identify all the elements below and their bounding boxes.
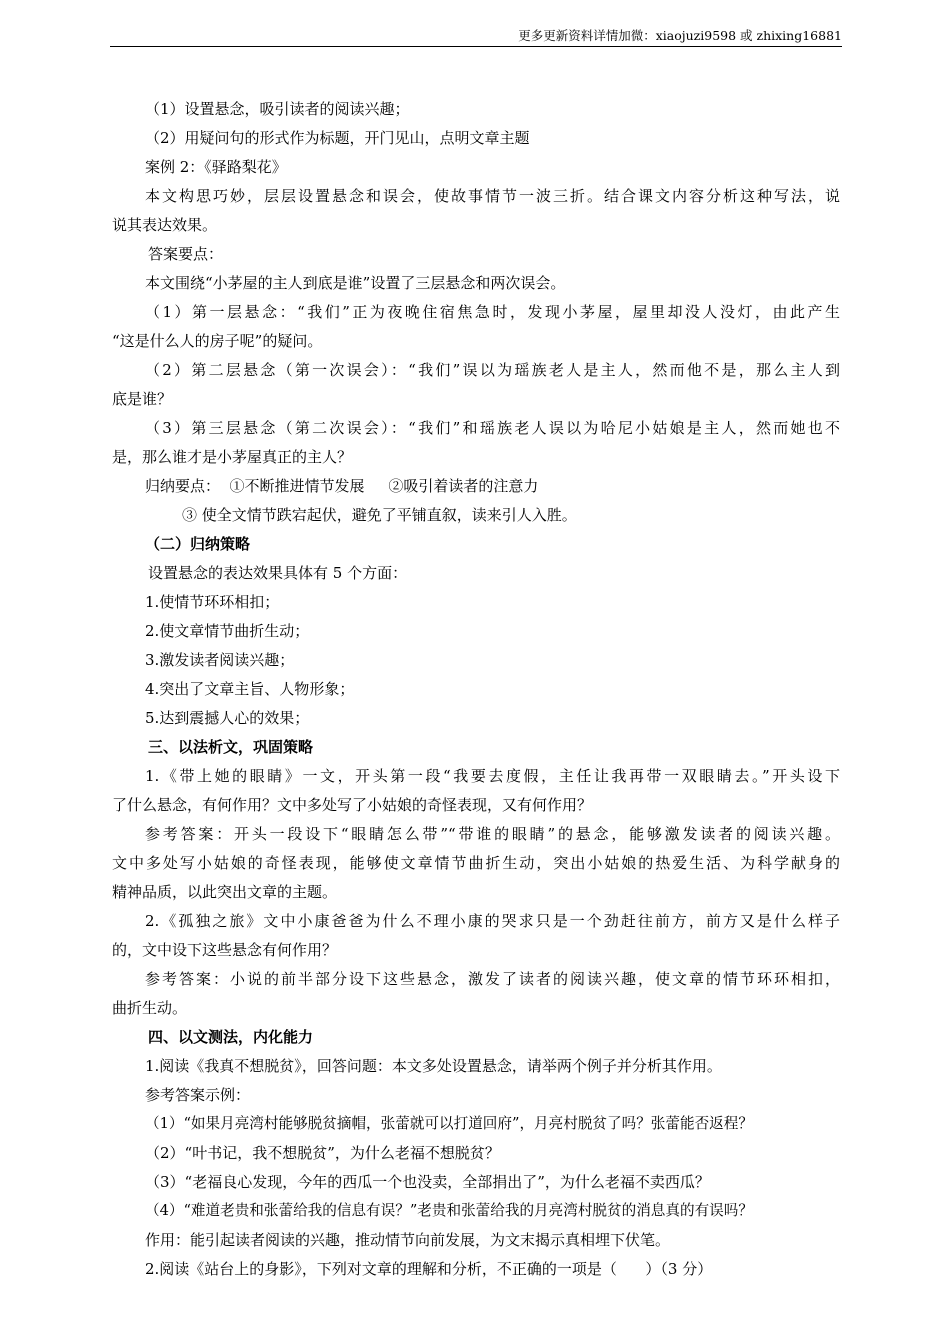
list-item: 2.使文章情节曲折生动； (145, 622, 310, 640)
text-line: （1）第一层悬念：“我们”正为夜晚住宿焦急时，发现小茅屋，屋里却没人没灯，由此产生 (145, 303, 840, 321)
text-line: 设置悬念的表达效果具体有 5 个方面： (148, 564, 408, 582)
text-line: 文中多处写小姑娘的奇怪表现，能够使文章情节曲折生动，突出小姑娘的热爱生活、为科学献身的 (112, 854, 840, 872)
list-item: 1.使情节环环相扣； (145, 593, 280, 611)
text-line: 说其表达效果。 (112, 216, 218, 234)
list-item: 3.激发读者阅读兴趣； (145, 651, 295, 669)
header-contact-text: 更多更新资料详情加微：xiaojuzi9598 或 zhixing16881 (518, 28, 842, 43)
text-line: 是，那么谁才是小茅屋真正的主人？ (112, 448, 353, 466)
list-item: 4.突出了文章主旨、人物形象； (145, 680, 355, 698)
section-heading: 三、以法析文，巩固策略 (148, 738, 314, 756)
text-line: 曲折生动。 (112, 999, 188, 1017)
text-line: 参考答案：小说的前半部分设下这些悬念，激发了读者的阅读兴趣，使文章的情节环环相扣， (145, 970, 840, 988)
text-line: （3）“老福良心发现，今年的西瓜一个也没卖，全部捐出了”，为什么老福不卖西瓜？ (145, 1173, 710, 1191)
text-line: （2）用疑问句的形式作为标题，开门见山，点明文章主题 (145, 129, 530, 147)
text-line: 1.阅读《我真不想脱贫》，回答问题：本文多处设置悬念，请举两个例子并分析其作用。 (145, 1057, 722, 1075)
text-line: “这是什么人的房子呢”的疑问。 (112, 332, 323, 350)
text-line: 底是谁？ (112, 390, 173, 408)
text-line: （2）“叶书记，我不想脱贫”，为什么老福不想脱贫？ (145, 1144, 500, 1162)
text-line: 本文围绕“小茅屋的主人到底是谁”设置了三层悬念和两次误会。 (145, 274, 566, 292)
text-line: 2.阅读《站台上的身影》，下列对文章的理解和分析，不正确的一项是（ ）（3 分） (145, 1260, 713, 1278)
text-line: 本文构思巧妙，层层设置悬念和误会，使故事情节一波三折。结合课文内容分析这种写法，说 (145, 187, 840, 205)
text-line: ③ 使全文情节跌宕起伏，避免了平铺直叙，读来引人入胜。 (182, 506, 577, 524)
text-line: 参考答案示例： (145, 1086, 251, 1104)
text-line: 案例 2：《驿路梨花》 (145, 158, 287, 176)
text-line: 2.《孤独之旅》文中小康爸爸为什么不理小康的哭求只是一个劲赶往前方，前方又是什么样子 (145, 912, 840, 930)
text-line: 答案要点： (148, 245, 224, 263)
text-line: 参考答案：开头一段设下“眼睛怎么带”“带谁的眼睛”的悬念，能够激发读者的阅读兴趣。 (145, 825, 840, 843)
page-header (110, 28, 842, 47)
text-line: 1.《带上她的眼睛》一文，开头第一段“我要去度假，主任让我再带一双眼睛去。”开头设下 (145, 767, 840, 785)
text-line: 精神品质，以此突出文章的主题。 (112, 883, 338, 901)
text-line: （2）第二层悬念（第一次误会）：“我们”误以为瑶族老人是主人，然而他不是，那么主人到 (145, 361, 840, 379)
text-line: 的，文中设下这些悬念有何作用？ (112, 941, 338, 959)
text-line: （3）第三层悬念（第二次误会）：“我们”和瑶族老人误以为哈尼小姑娘是主人，然而她也不 (145, 419, 840, 437)
text-line: （4）“难道老贵和张蕾给我的信息有误？”老贵和张蕾给我的月亮湾村脱贫的消息真的有误吗？ (145, 1202, 753, 1219)
section-heading: （二）归纳策略 (145, 535, 251, 553)
text-line: 归纳要点： ①不断推进情节发展 ②吸引着读者的注意力 (145, 477, 539, 495)
text-line: 了什么悬念，有何作用？文中多处写了小姑娘的奇怪表现，又有何作用？ (112, 796, 593, 814)
text-line: （1）设置悬念，吸引读者的阅读兴趣； (145, 100, 410, 118)
section-heading: 四、以文测法，内化能力 (148, 1028, 314, 1046)
list-item: 5.达到震撼人心的效果； (145, 709, 310, 727)
text-line: （1）“如果月亮湾村能够脱贫摘帽，张蕾就可以打道回府”，月亮村脱贫了吗？张蕾能否返程？ (145, 1115, 753, 1132)
text-line: 作用：能引起读者阅读的兴趣，推动情节向前发展，为文末揭示真相埋下伏笔。 (145, 1231, 671, 1249)
